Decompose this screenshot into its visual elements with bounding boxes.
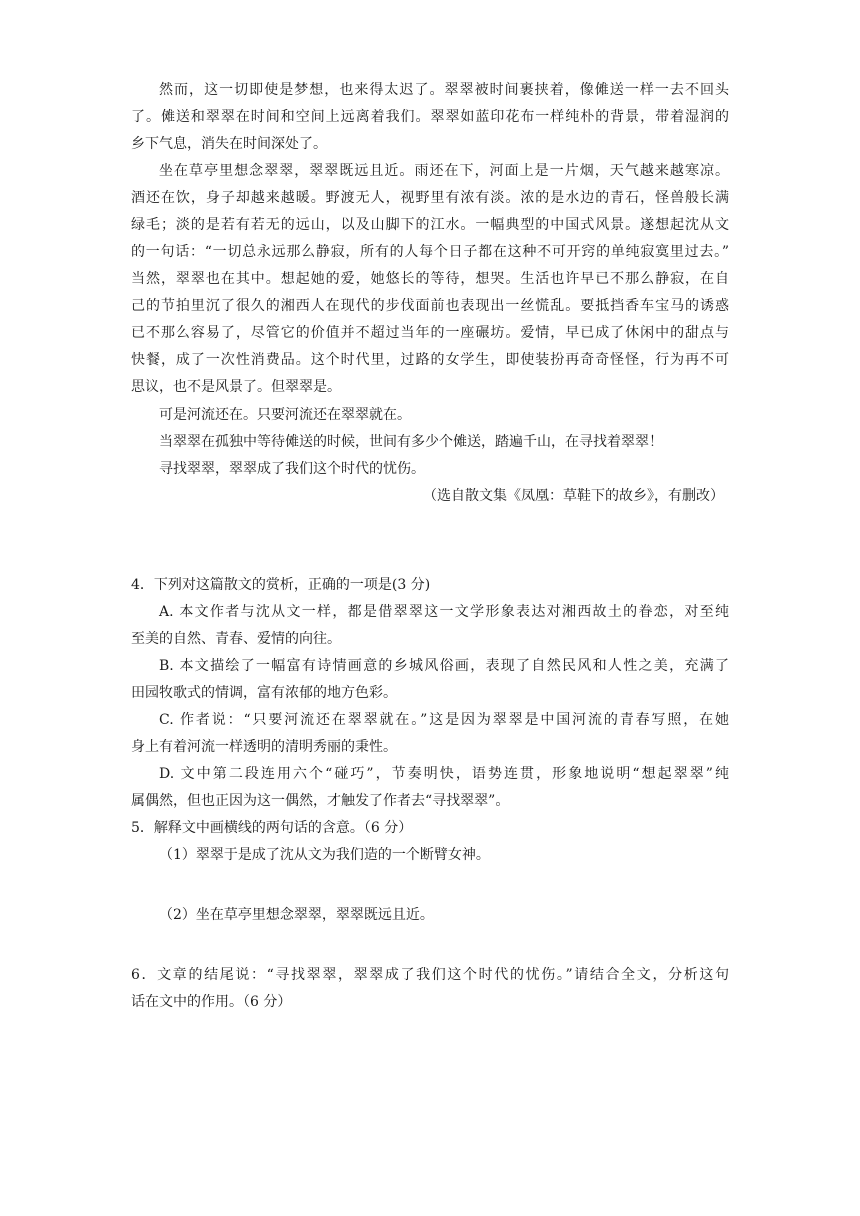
q5-sentence-2: （2）坐在草亭里想念翠翠，翠翠既远且近。: [159, 907, 434, 923]
q5-sentence-1: （1）翠翠于是成了沈从文为我们造的一个断臂女神。: [159, 847, 490, 863]
q4-option-a-line-1: A. 本文作者与沈从文一样，都是借翠翠这一文学形象表达对湘西故土的眷恋，对至纯: [159, 604, 729, 620]
passage-p1-line-1: 然而，这一切即使是梦想，也来得太迟了。翠翠被时间裹挟着，像傩送一样一去不回头: [159, 82, 729, 98]
passage-p2-line-8: 快餐，成了一次性消费品。这个时代里，过路的女学生，即使装扮再奇奇怪怪，行为再不可: [131, 352, 729, 368]
passage-p2-line-4: 的一句话：“一切总永远那么静寂，所有的人每个日子都在这种不可开窍的单纯寂寞里过去。”: [131, 244, 729, 260]
q4-option-d-line-2: 属偶然，但也正因为这一偶然，才触发了作者去“寻找翠翠”。: [131, 793, 510, 809]
q4-option-a-line-2: 至美的自然、青春、爱情的向往。: [131, 631, 341, 647]
q4-option-c-line-1: C. 作者说：“只要河流还在翠翠就在。”这是因为翠翠是中国河流的青春写照，在她: [159, 712, 729, 728]
passage-p2-line-7: 已不那么容易了，尽管它的价值并不超过当年的一座碾坊。爱情，早已成了休闲中的甜点与: [131, 325, 729, 341]
passage-p2-line-5: 当然，翠翠也在其中。想起她的爱，她悠长的等待，想哭。生活也许早已不那么静寂，在自: [131, 271, 729, 287]
passage-p5: 寻找翠翠，翠翠成了我们这个时代的忧伤。: [159, 461, 425, 477]
q4-option-b-line-2: 田园牧歌式的情调，富有浓郁的地方色彩。: [131, 685, 397, 701]
passage-p3: 可是河流还在。只要河流还在翠翠就在。: [159, 407, 411, 423]
passage-p2-line-3: 绿毛；淡的是若有若无的远山，以及山脚下的江水。一幅典型的中国式风景。遂想起沈从文: [131, 217, 729, 233]
passage-p2-line-2: 酒还在饮，身子却越来越暖。野渡无人，视野里有浓有淡。浓的是水边的青石，怪兽般长满: [131, 190, 729, 206]
q4-option-d-line-1: D. 文中第二段连用六个“碰巧”，节奏明快，语势连贯，形象地说明“想起翠翠”纯: [159, 766, 729, 782]
passage-p2-line-1: 坐在草亭里想念翠翠，翠翠既远且近。雨还在下，河面上是一片烟，天气越来越寒凉。: [159, 163, 729, 179]
q6-line-1: 6．文章的结尾说：“寻找翠翠，翠翠成了我们这个时代的忧伤。”请结合全文，分析这句: [131, 967, 729, 983]
passage-source: （选自散文集《凤凰：草鞋下的故乡》，有删改）: [423, 488, 724, 504]
passage-p2-line-9: 思议，也不是风景了。但翠翠是。: [131, 379, 341, 395]
q4-option-b-line-1: B. 本文描绘了一幅富有诗情画意的乡城风俗画，表现了自然民风和人性之美，充满了: [159, 658, 729, 674]
q6-line-2: 话在文中的作用。（6 分）: [131, 994, 292, 1010]
q4-option-c-line-2: 身上有着河流一样透明的清明秀丽的秉性。: [131, 739, 397, 755]
passage-p2-line-6: 己的节拍里沉了很久的湘西人在现代的步伐面前也表现出一丝慌乱。要抵挡香车宝马的诱惑: [131, 298, 729, 314]
q5-stem: 5．解释文中画横线的两句话的含意。（6 分）: [131, 820, 413, 836]
passage-p1-line-3: 乡下气息，消失在时间深处了。: [131, 136, 327, 152]
q4-stem: 4．下列对这篇散文的赏析，正确的一项是(3 分): [131, 577, 431, 593]
passage-p1-line-2: 了。傩送和翠翠在时间和空间上远离着我们。翠翠如蓝印花布一样纯朴的背景，带着湿润的: [131, 109, 729, 125]
passage-p4: 当翠翠在孤独中等待傩送的时候，世间有多少个傩送，踏遍千山，在寻找着翠翠！: [159, 434, 663, 450]
